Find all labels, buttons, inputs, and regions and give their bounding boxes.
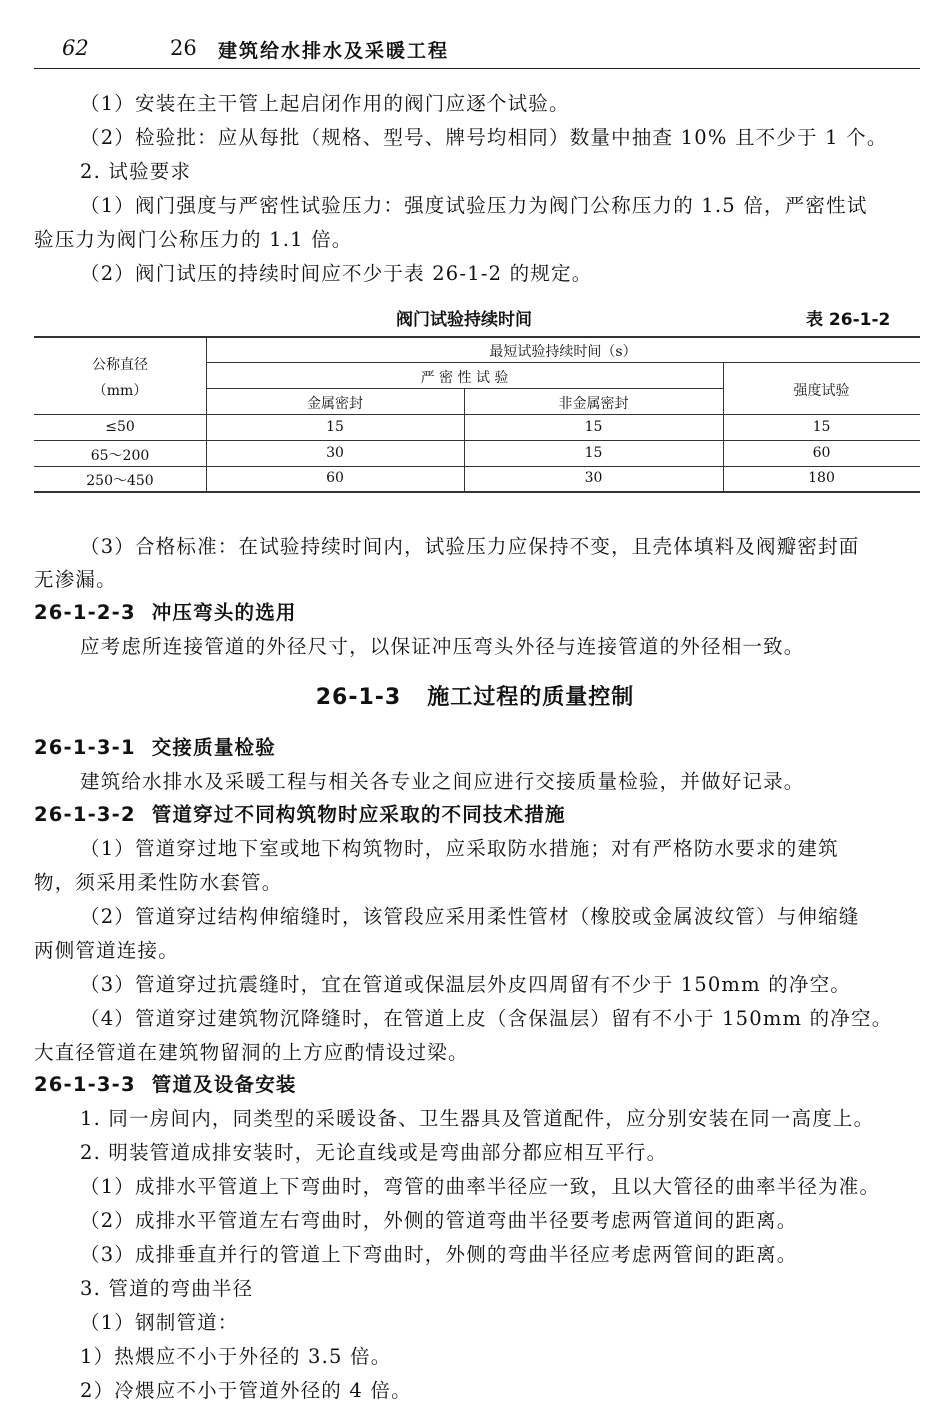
section-number: 26-1-3 [315,685,402,710]
subsection-title: 管道及设备安装 [151,1073,297,1096]
paragraph-line: （1）安装在主干管上起启闭作用的阀门应逐个试验。 [80,92,570,115]
column-header: 最短试验持续时间（s） [489,344,637,360]
chapter-title: 建筑给水排水及采暖工程 [218,40,450,62]
running-header [34,28,920,69]
subsection-number: 26-1-2-3 [34,601,136,624]
subsection-number: 26-1-3-2 [34,803,136,826]
table-cell: 15 [584,445,603,461]
table-rule [34,466,920,467]
paragraph-line: 2. 明装管道成排安装时，无论直线或是弯曲部分都应相互平行。 [80,1141,668,1164]
paragraph-line: 大直径管道在建筑物留洞的上方应酌情设过梁。 [34,1041,469,1064]
paragraph-line: 物，须采用柔性防水套管。 [34,871,283,894]
paragraph-line: 两侧管道连接。 [34,939,179,962]
paragraph-line: 3. 管道的弯曲半径 [80,1277,254,1300]
subsection-heading [34,801,566,829]
test-duration-table [34,336,920,492]
paragraph-line: 无渗漏。 [34,568,117,591]
column-header: 非金属密封 [558,396,629,412]
subsection-title: 管道穿过不同构筑物时应采取的不同技术措施 [151,803,566,826]
table-cell: 15 [812,419,831,435]
paragraph-line: （4）管道穿过建筑物沉降缝时，在管道上皮（含保温层）留有不小于 150mm 的净空。 [80,1007,893,1030]
paragraph-line: 1）热煨应不小于外径的 3.5 倍。 [80,1345,392,1368]
table-cell: 65～200 [90,448,150,464]
page-number: 62 [62,36,89,60]
table-cell: ≤50 [105,419,135,435]
table-number: 表 26-1-2 [806,310,891,330]
subsection-number: 26-1-3-3 [34,1073,136,1096]
paragraph-line: 应考虑所连接管道的外径尺寸，以保证冲压弯头外径与连接管道的外径相一致。 [80,635,805,658]
paragraph-line: 验压力为阀门公称压力的 1.1 倍。 [34,228,353,251]
table-rule [34,491,920,493]
subsection-number: 26-1-3-1 [34,736,136,759]
subsection-heading [34,734,276,762]
paragraph-line: 2. 试验要求 [80,160,192,183]
table-rule [206,362,920,363]
subsection-title: 交接质量检验 [151,736,276,759]
table-rule [34,440,920,441]
column-header-unit: （mm） [92,383,148,399]
subsection-heading [34,599,297,627]
section-title: 施工过程的质量控制 [427,685,635,710]
paragraph-line: （1）钢制管道： [80,1311,239,1334]
paragraph-line: （1）管道穿过地下室或地下构筑物时，应采取防水措施；对有严格防水要求的建筑 [80,837,839,860]
paragraph-line: 建筑给水排水及采暖工程与相关各专业之间应进行交接质量检验，并做好记录。 [80,770,805,793]
table-rule [34,336,920,338]
paragraph-line: （1）阀门强度与严密性试验压力：强度试验压力为阀门公称压力的 1.5 倍，严密性试 [80,194,868,217]
table-cell: 60 [812,445,831,461]
paragraph-line: 2）冷煨应不小于管道外径的 4 倍。 [80,1379,412,1402]
table-cell: 15 [326,419,344,435]
table-cell: 60 [326,470,344,486]
table-cell: 30 [584,470,603,486]
table-caption: 阀门试验持续时间 [396,310,532,330]
subsection-heading [34,1071,297,1099]
paragraph-line: （3）成排垂直并行的管道上下弯曲时，外侧的弯曲半径应考虑两管间的距离。 [80,1243,798,1266]
table-cell: 180 [808,470,835,486]
table-cell: 15 [584,419,603,435]
paragraph-line: 1. 同一房间内，同类型的采暖设备、卫生器具及管道配件，应分别安装在同一高度上。 [80,1107,875,1130]
section-heading [0,680,950,711]
table-rule [34,414,920,415]
chapter-number: 26 [170,36,197,60]
table-cell: 30 [326,445,344,461]
paragraph-line: （2）阀门试压的持续时间应不少于表 26-1-2 的规定。 [80,262,593,285]
table-cell: 250～450 [86,473,154,489]
column-header: 公称直径 [92,357,148,373]
paragraph-line: （2）检验批：应从每批（规格、型号、牌号均相同）数量中抽查 10% 且不少于 1 个。 [80,126,888,149]
paragraph-line: （3）管道穿过抗震缝时，宜在管道或保温层外皮四周留有不少于 150mm 的净空。 [80,973,852,996]
column-header: 金属密封 [307,396,363,412]
paragraph-line: （3）合格标准：在试验持续时间内，试验压力应保持不变，且壳体填料及阀瓣密封面 [80,535,860,558]
paragraph-line: （2）成排水平管道左右弯曲时，外侧的管道弯曲半径要考虑两管道间的距离。 [80,1209,798,1232]
column-header: 严 密 性 试 验 [420,370,509,386]
paragraph-line: （1）成排水平管道上下弯曲时，弯管的曲率半径应一致，且以大管径的曲率半径为准。 [80,1175,881,1198]
paragraph-line: （2）管道穿过结构伸缩缝时，该管段应采用柔性管材（橡胶或金属波纹管）与伸缩缝 [80,905,860,928]
column-header: 强度试验 [793,383,850,399]
subsection-title: 冲压弯头的选用 [151,601,297,624]
